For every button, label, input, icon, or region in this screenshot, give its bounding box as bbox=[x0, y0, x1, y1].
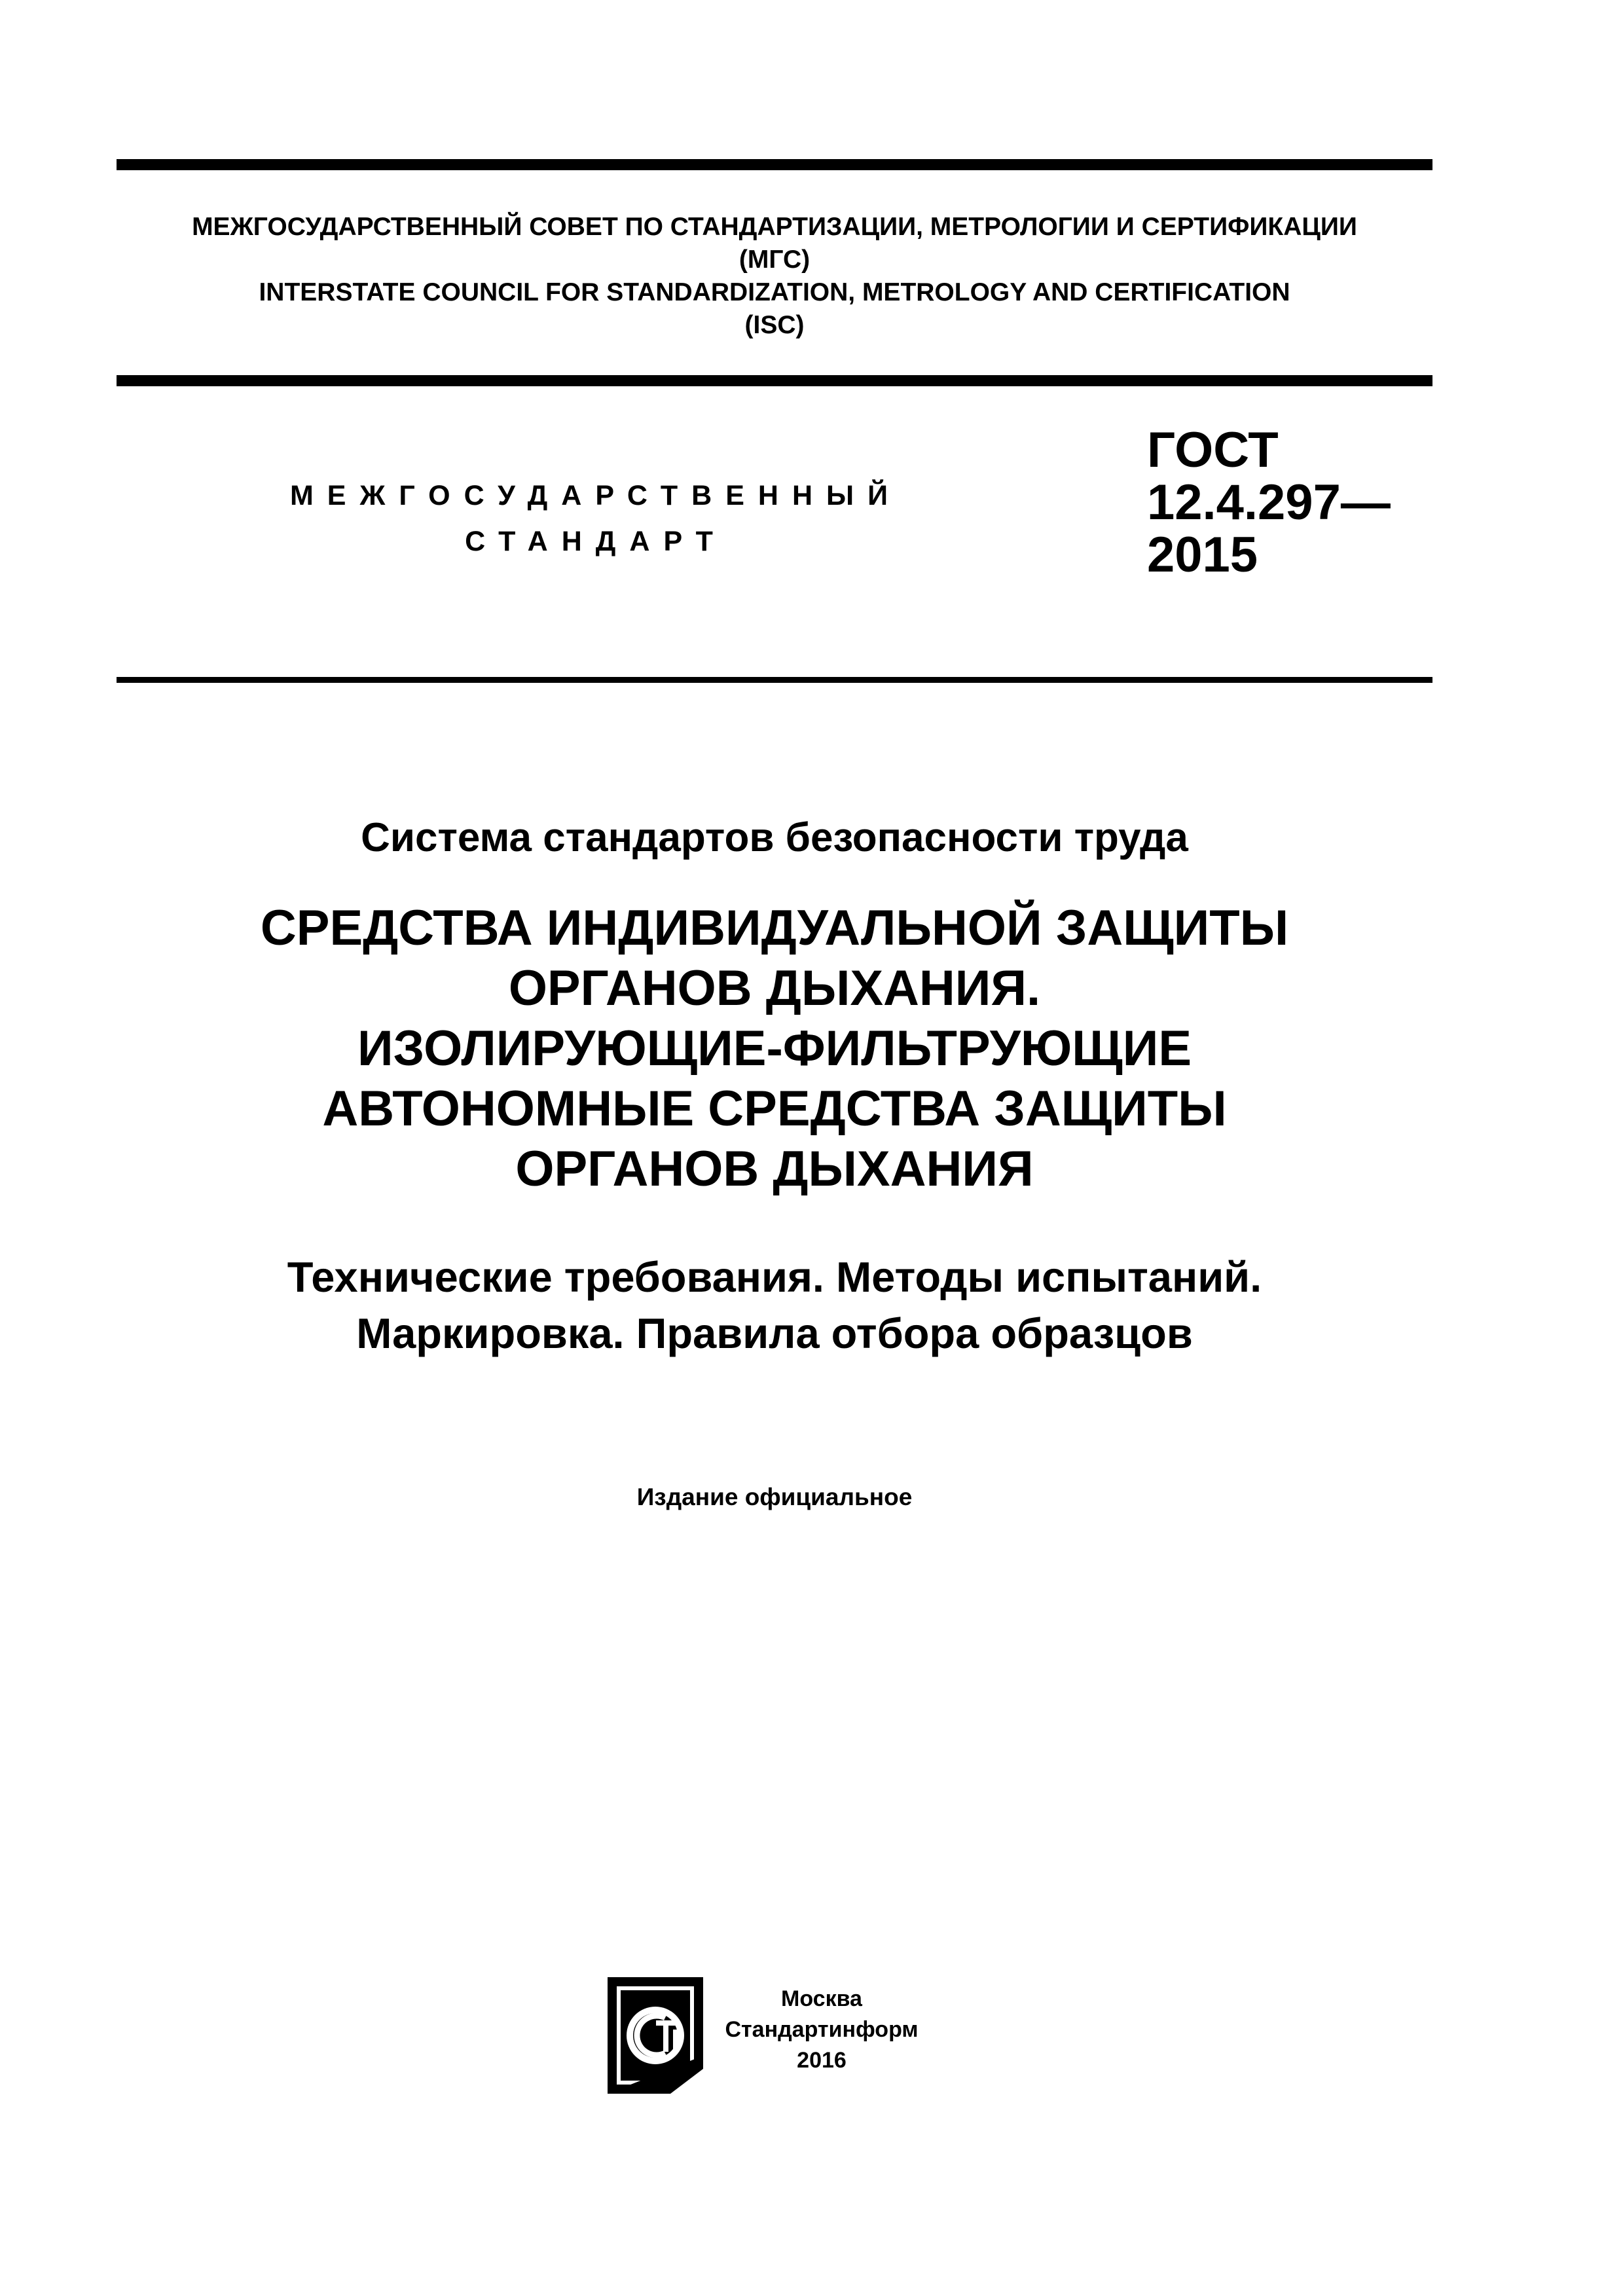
subtitle bbox=[117, 1249, 1432, 1362]
main-title-line: СРЕДСТВА ИНДИВИДУАЛЬНОЙ ЗАЩИТЫ bbox=[260, 900, 1289, 956]
gost-year: 2015 bbox=[1147, 527, 1258, 583]
middle-rule bbox=[117, 375, 1432, 386]
interstate-label-line1: МЕЖГОСУДАРСТВЕННЫЙ bbox=[289, 480, 902, 511]
council-name-en: INTERSTATE COUNCIL FOR STANDARDIZATION, METROLOGY AND CERTIFICATION bbox=[259, 278, 1290, 306]
gost-designation bbox=[1147, 424, 1391, 581]
council-header bbox=[117, 211, 1432, 342]
gost-label: ГОСТ bbox=[1147, 422, 1279, 478]
standartinform-logo-icon bbox=[608, 1977, 703, 2094]
subtitle-line: Технические требования. Методы испытаний. bbox=[287, 1253, 1262, 1301]
top-rule bbox=[117, 159, 1432, 170]
main-title bbox=[117, 898, 1432, 1199]
gost-number: 12.4.297— bbox=[1147, 475, 1391, 530]
council-name-ru: МЕЖГОСУДАРСТВЕННЫЙ СОВЕТ ПО СТАНДАРТИЗАЦИИ, МЕТРОЛОГИИ И СЕРТИФИКАЦИИ bbox=[192, 213, 1357, 241]
interstate-standard-label bbox=[275, 473, 917, 564]
council-abbr-en: (ISC) bbox=[744, 311, 805, 339]
publisher-year: 2016 bbox=[797, 2048, 847, 2073]
lower-rule bbox=[117, 677, 1432, 683]
publisher-name: Стандартинформ bbox=[725, 2017, 919, 2042]
edition-note: Издание официальное bbox=[636, 1484, 913, 1510]
interstate-label-line2: СТАНДАРТ bbox=[465, 526, 727, 557]
series-title: Система стандартов безопасности труда bbox=[361, 815, 1188, 860]
council-abbr-ru: (МГС) bbox=[739, 246, 811, 274]
publisher-imprint bbox=[720, 1984, 923, 2076]
main-title-line: ОРГАНОВ ДЫХАНИЯ. bbox=[508, 960, 1041, 1016]
subtitle-line: Маркировка. Правила отбора образцов bbox=[356, 1309, 1193, 1357]
publisher-city: Москва bbox=[781, 1986, 862, 2011]
main-title-line: АВТОНОМНЫЕ СРЕДСТВА ЗАЩИТЫ bbox=[322, 1081, 1227, 1137]
main-title-line: ОРГАНОВ ДЫХАНИЯ bbox=[515, 1141, 1034, 1197]
main-title-line: ИЗОЛИРУЮЩИЕ-ФИЛЬТРУЮЩИЕ bbox=[357, 1021, 1192, 1076]
